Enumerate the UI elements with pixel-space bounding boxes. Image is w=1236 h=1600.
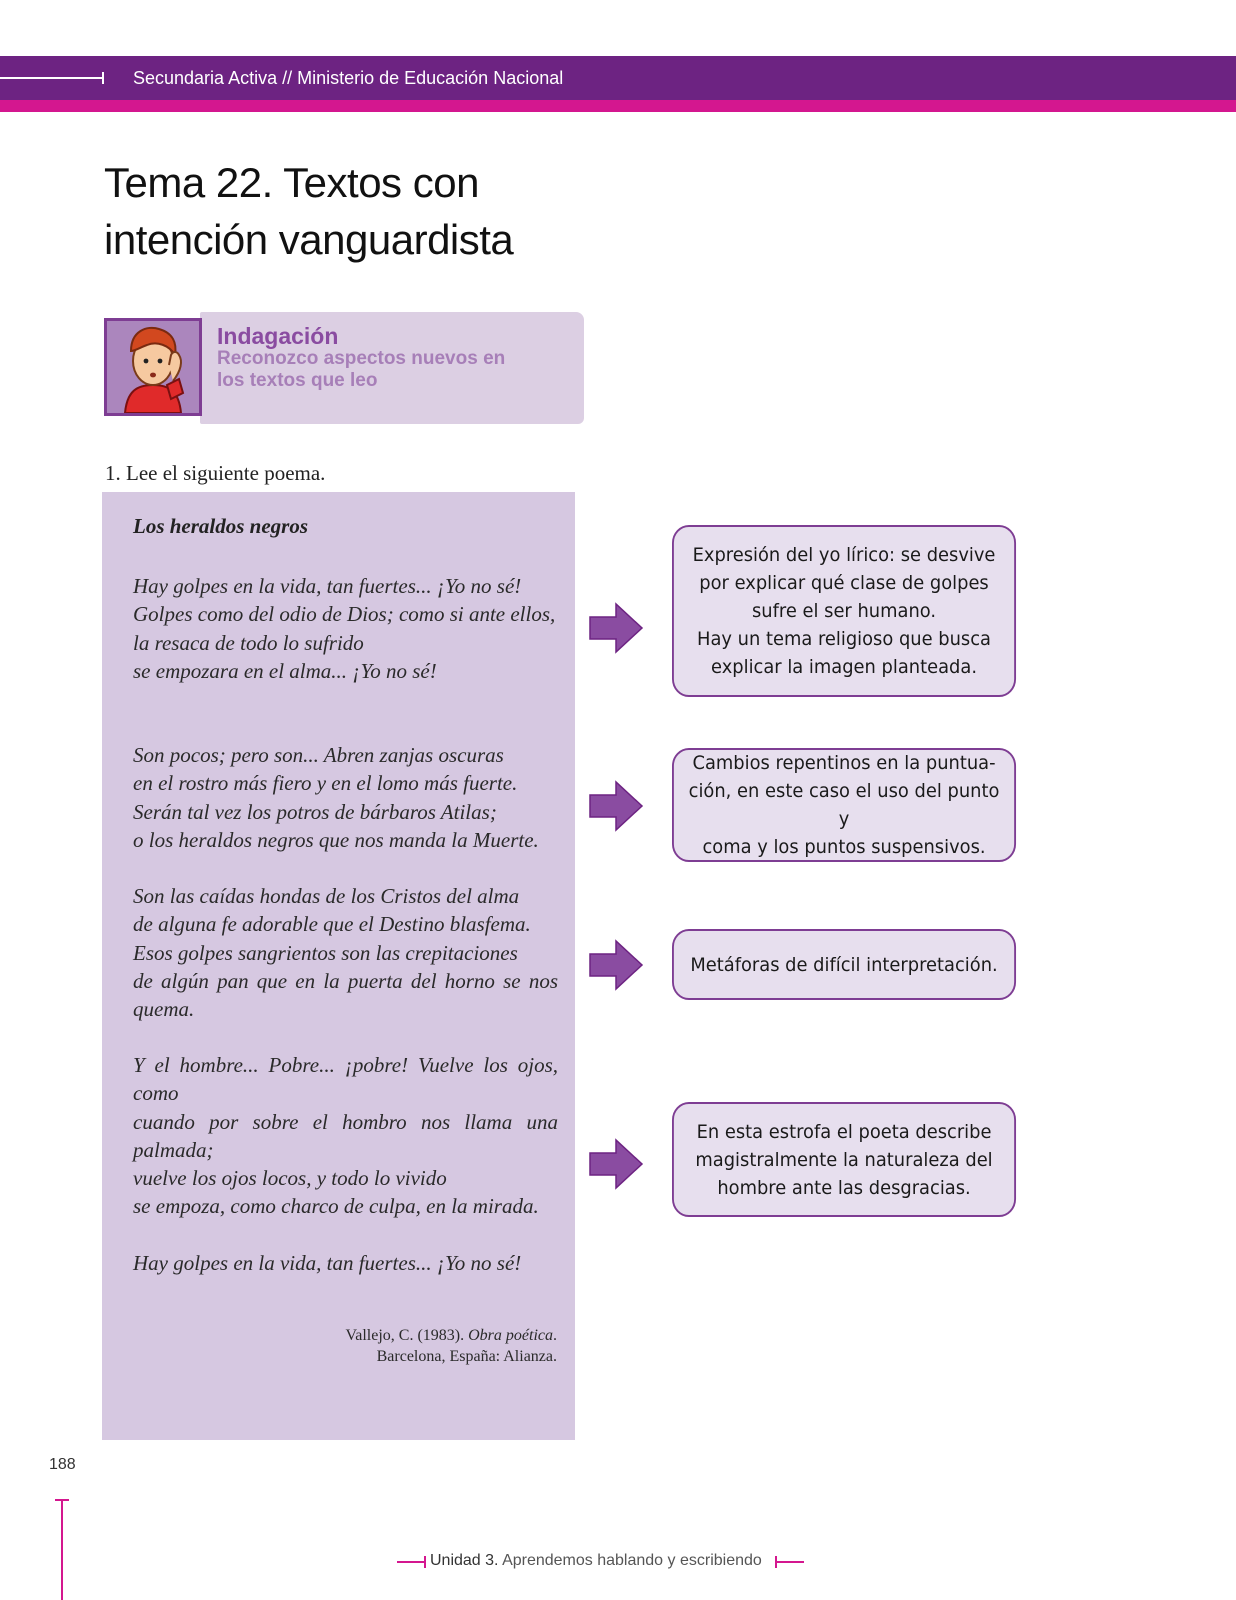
poem-line: Hay golpes en la vida, tan fuertes... ¡Yo no sé!	[133, 574, 522, 598]
arrow-right-icon	[588, 780, 644, 832]
callout-line: En esta estrofa el poeta describe	[696, 1120, 992, 1143]
footer-unit	[430, 1552, 762, 1570]
poem-stanza-4	[133, 1051, 558, 1221]
poem-line: se empozara en el alma... ¡Yo no sé!	[133, 658, 437, 683]
poem-line: o los heraldos negros que nos manda la Muerte.	[133, 827, 539, 852]
page-title-line-1: Tema 22. Textos con	[104, 159, 479, 206]
poem-line: Son pocos; pero son... Abren zanjas oscuras	[133, 743, 504, 767]
header-rule	[0, 77, 103, 79]
thinking-boy-icon	[104, 318, 202, 416]
footer-unit-label: Unidad 3.	[430, 1552, 499, 1569]
citation-work: Obra poética	[468, 1327, 553, 1344]
poem-stanza-5	[133, 1249, 558, 1277]
footer-tick-left	[424, 1556, 426, 1568]
indagacion-subtitle-line-1: Reconozco aspectos nuevos en	[217, 348, 506, 369]
arrow-right-icon	[588, 602, 644, 654]
thinking-boy-illustration	[107, 321, 199, 413]
poem-line: de algún pan que en la puerta del horno se nos quema.	[133, 968, 558, 1022]
page-number: 188	[49, 1456, 76, 1473]
footer-unit-title: Aprendemos hablando y escribiendo	[502, 1552, 762, 1569]
instruction-text: 1. Lee el siguiente poema.	[105, 461, 326, 485]
poem-stanza-1	[133, 572, 558, 685]
poem-line: Serán tal vez los potros de bárbaros Atilas;	[133, 799, 497, 824]
page-title	[104, 154, 724, 268]
callout-line: explicar la imagen planteada.	[711, 656, 978, 678]
callout-line: por explicar qué clase de golpes	[699, 572, 989, 594]
poem-line: se empoza, como charco de culpa, en la mirada.	[133, 1194, 539, 1219]
poem-line: vuelve los ojos locos, y todo lo vivido	[133, 1166, 447, 1191]
callout-line: Expresión del yo lírico: se desvive	[692, 544, 996, 566]
poem-stanza-3	[133, 882, 558, 1023]
header-rule-tick	[102, 72, 104, 84]
poem-line: en el rostro más fiero y en el lomo más fuerte.	[133, 771, 518, 796]
callout-line: Hay un tema religioso que busca	[697, 628, 992, 650]
indagacion-subtitle-line-2: los textos que leo	[217, 370, 378, 391]
poem-line: de alguna fe adorable que el Destino blasfema.	[133, 912, 531, 937]
page-title-line-2: intención vanguardista	[104, 216, 514, 263]
poem-line: Golpes como del odio de Dios; como si ante ellos,	[133, 602, 556, 627]
header-accent-stripe	[0, 100, 1236, 112]
callout-2	[672, 748, 1016, 862]
callout-line: ción, en este caso el uso del punto y	[688, 780, 1000, 830]
poem-line: Son las caídas hondas de los Cristos del alma	[133, 884, 520, 908]
callout-4	[672, 1102, 1016, 1217]
arrow-right-icon	[588, 1138, 644, 1190]
poem-stanza-2	[133, 741, 558, 854]
poem-title: Los heraldos negros	[133, 514, 309, 538]
citation-line-1	[300, 1325, 557, 1346]
callout-line: hombre ante las desgracias.	[717, 1176, 971, 1199]
citation-author: Vallejo, C. (1983).	[345, 1327, 469, 1344]
arrow-right-icon	[588, 939, 644, 991]
indagacion-title: Indagación	[217, 323, 339, 349]
header-text: Secundaria Activa // Ministerio de Educación Nacional	[133, 68, 564, 88]
callout-3	[672, 929, 1016, 1000]
callout-line: Metáforas de difícil interpretación.	[690, 953, 998, 976]
poem-line: Hay golpes en la vida, tan fuertes... ¡Yo no sé!	[133, 1251, 522, 1275]
poem-citation	[300, 1325, 557, 1367]
callout-line: magistralmente la naturaleza del	[695, 1148, 993, 1171]
footer-rule-right	[776, 1561, 804, 1563]
poem-line: Esos golpes sangrientos son las crepitaciones	[133, 940, 518, 965]
callout-1	[672, 525, 1016, 697]
indagacion-subtitle	[217, 348, 557, 392]
callout-line: sufre el ser humano.	[751, 600, 937, 622]
poem-line: Y el hombre... Pobre... ¡pobre! Vuelve los ojos, como	[133, 1053, 558, 1106]
footer-rule-left	[397, 1561, 425, 1563]
poem-line: cuando por sobre el hombro nos llama una palmada;	[133, 1109, 558, 1162]
callout-line: Cambios repentinos en la puntua-	[692, 752, 996, 774]
citation-period: .	[553, 1327, 557, 1344]
callout-line: coma y los puntos suspensivos.	[702, 836, 986, 858]
footer-margin-rule	[61, 1500, 63, 1600]
citation-line-2: Barcelona, España: Alianza.	[376, 1348, 557, 1365]
poem-line: la resaca de todo lo sufrido	[133, 630, 364, 655]
